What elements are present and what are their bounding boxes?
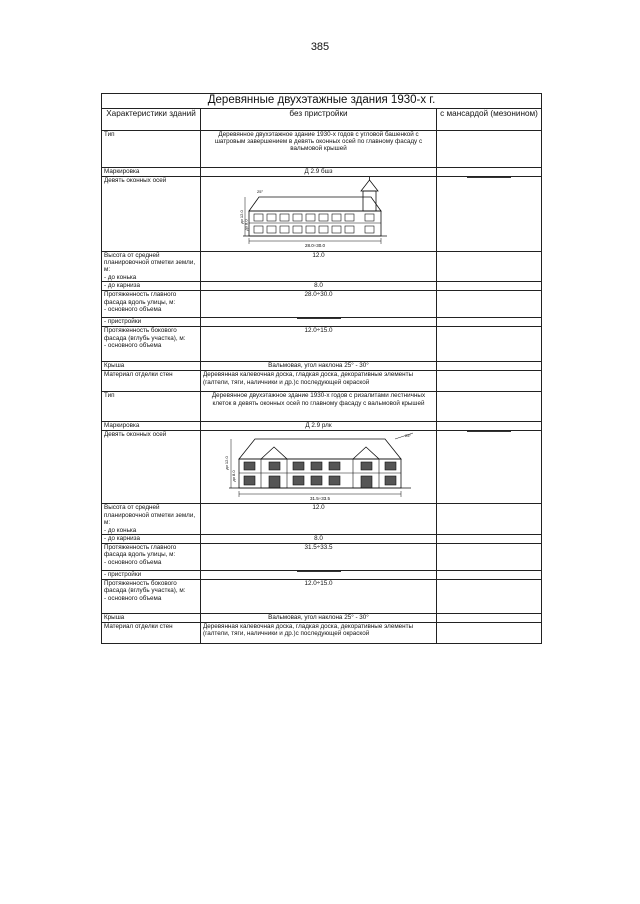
s2-height-label: Высота от средней планировочной отметки земли, м: - до конька [102, 504, 201, 535]
s2-material-row [102, 622, 542, 643]
s1-cornice-label: - до карниза [102, 282, 201, 291]
s1-height-mansard [437, 251, 542, 282]
s2-cornice-label: - до карниза [102, 534, 201, 543]
s2-side-length-mansard [437, 579, 542, 613]
s1-main-volume-value: 28.0÷30.0 [201, 291, 437, 318]
s2-annex-dash [297, 571, 341, 572]
s2-type-label: Тип [102, 392, 201, 422]
table-title: Деревянные двухэтажные здания 1930-х г. [102, 94, 542, 109]
s2-main-length-row [102, 543, 542, 570]
s2-dim-angle: 25° [404, 433, 411, 439]
s1-material-mansard [437, 371, 542, 392]
s2-marking-label: Маркировка [102, 422, 201, 431]
s2-mansard-empty [437, 431, 542, 504]
s2-cornice-row [102, 534, 542, 543]
s1-marking-value: Д 2.9 бшз [201, 167, 437, 176]
tower-building-facade-drawing [239, 177, 399, 247]
s2-dim-length: 31.5÷33.5 [309, 496, 330, 502]
header-characteristics: Характеристики зданий [102, 108, 201, 130]
s2-axes-label: Девять оконных осей [102, 431, 201, 504]
s1-cornice-row [102, 282, 542, 291]
s2-dim-cornice: до 8.0 [230, 470, 236, 482]
s1-dim-cornice: до 8.0 [243, 218, 248, 231]
s2-main-length-mansard [437, 543, 542, 570]
s2-side-volume-value: 12.0÷15.0 [201, 579, 437, 613]
s1-side-length-row [102, 327, 542, 362]
s1-axes-label: Девять оконных осей [102, 176, 201, 251]
page-number: 385 [310, 41, 330, 53]
s2-dim-ridge: до 12.0 [223, 456, 229, 470]
s2-drawing-row [102, 431, 542, 504]
s2-main-length-label: Протяженность главного фасада вдоль улицы, м: - основного объема [102, 543, 201, 570]
s2-ridge-value: 12.0 [201, 504, 437, 535]
s2-annex-row [102, 570, 542, 579]
s2-cornice-value: 8.0 [201, 534, 437, 543]
s1-annex-label: - пристройки [102, 318, 201, 327]
s1-mansard-dash [467, 177, 511, 178]
s1-annex-mansard [437, 318, 542, 327]
s2-annex-label: - пристройки [102, 570, 201, 579]
table-title-row [102, 94, 542, 109]
s2-material-label: Материал отделки стен [102, 622, 201, 643]
s2-material-value: Деревянная калевочная доска, гладкая доска, декоративные элементы (галтели, тяги, наличники и др.)с последующей окраской [201, 622, 437, 643]
s1-type-mansard [437, 130, 542, 167]
building-spec-table [101, 93, 542, 644]
s1-material-label: Материал отделки стен [102, 371, 201, 392]
s1-annex-row [102, 318, 542, 327]
table-header-row [102, 108, 542, 130]
s1-type-row [102, 130, 542, 167]
s1-main-length-row [102, 291, 542, 318]
s2-annex-value [201, 570, 437, 579]
risalit-building-facade-drawing [219, 431, 419, 501]
s1-material-row [102, 371, 542, 392]
s1-dim-length: 28.0÷30.0 [304, 242, 325, 247]
s1-drawing-row [102, 176, 542, 251]
s2-marking-mansard [437, 422, 542, 431]
s2-height-mansard [437, 504, 542, 535]
header-mansard: с мансардой (мезонином) [437, 108, 542, 130]
s1-annex-value [201, 318, 437, 327]
s1-height-label: Высота от средней планировочной отметки земли, м: - до конька [102, 251, 201, 282]
s2-type-text: Деревянное двухэтажное здание 1930-х годов с ризалитами лестничных клеток в девять оконных осей по главному фасаду с вальмовой крышей [201, 392, 437, 422]
s2-material-mansard [437, 622, 542, 643]
s2-main-volume-value: 31.5÷33.5 [201, 543, 437, 570]
s1-side-length-mansard [437, 327, 542, 362]
s2-type-row [102, 392, 542, 422]
s1-ridge-value: 12.0 [201, 251, 437, 282]
s1-side-volume-value: 12.0÷15.0 [201, 327, 437, 362]
s1-cornice-value: 8.0 [201, 282, 437, 291]
s1-roof-label: Крыша [102, 362, 201, 371]
s2-roof-row [102, 613, 542, 622]
s1-annex-dash [297, 318, 341, 319]
s1-marking-mansard [437, 167, 542, 176]
s1-type-text: Деревянное двухэтажное здание 1930-х годов с угловой башенкой с шатровым завершением в девять оконных осей по главному фасаду с вальмовой крышей [201, 130, 437, 167]
s2-roof-mansard [437, 613, 542, 622]
s2-side-length-row [102, 579, 542, 613]
s1-roof-mansard [437, 362, 542, 371]
s1-mansard-empty [437, 176, 542, 251]
s2-cornice-mansard [437, 534, 542, 543]
s1-drawing-cell [201, 176, 437, 251]
s2-drawing-cell [201, 431, 437, 504]
s1-material-value: Деревянная калевочная доска, гладкая доска, декоративные элементы (галтели, тяги, наличники и др.)с последующей окраской [201, 371, 437, 392]
s2-marking-value: Д 2.9 рлк [201, 422, 437, 431]
s1-cornice-mansard [437, 282, 542, 291]
s1-marking-row [102, 167, 542, 176]
s2-marking-row [102, 422, 542, 431]
s1-height-row [102, 251, 542, 282]
s2-annex-mansard [437, 570, 542, 579]
s2-type-mansard [437, 392, 542, 422]
s2-roof-value: Вальмовая, угол наклона 25° - 30° [201, 613, 437, 622]
s1-dim-angle: 25° [256, 188, 263, 194]
header-no-annex: без пристройки [201, 108, 437, 130]
s1-main-length-label: Протяженность главного фасада вдоль улицы, м: - основного объема [102, 291, 201, 318]
s2-roof-label: Крыша [102, 613, 201, 622]
s1-marking-label: Маркировка [102, 167, 201, 176]
s1-dim-ridge: до 12.0 [238, 209, 244, 224]
s1-type-label: Тип [102, 130, 201, 167]
s2-side-length-label: Протяженность бокового фасада (вглубь участка), м: - основного объема [102, 579, 201, 613]
s1-side-length-label: Протяженность бокового фасада (вглубь участка), м: - основного объема [102, 327, 201, 362]
s2-height-row [102, 504, 542, 535]
s2-mansard-dash [467, 431, 511, 432]
s1-roof-row [102, 362, 542, 371]
s1-roof-value: Вальмовая, угол наклона 25° - 30° [201, 362, 437, 371]
s1-main-length-mansard [437, 291, 542, 318]
